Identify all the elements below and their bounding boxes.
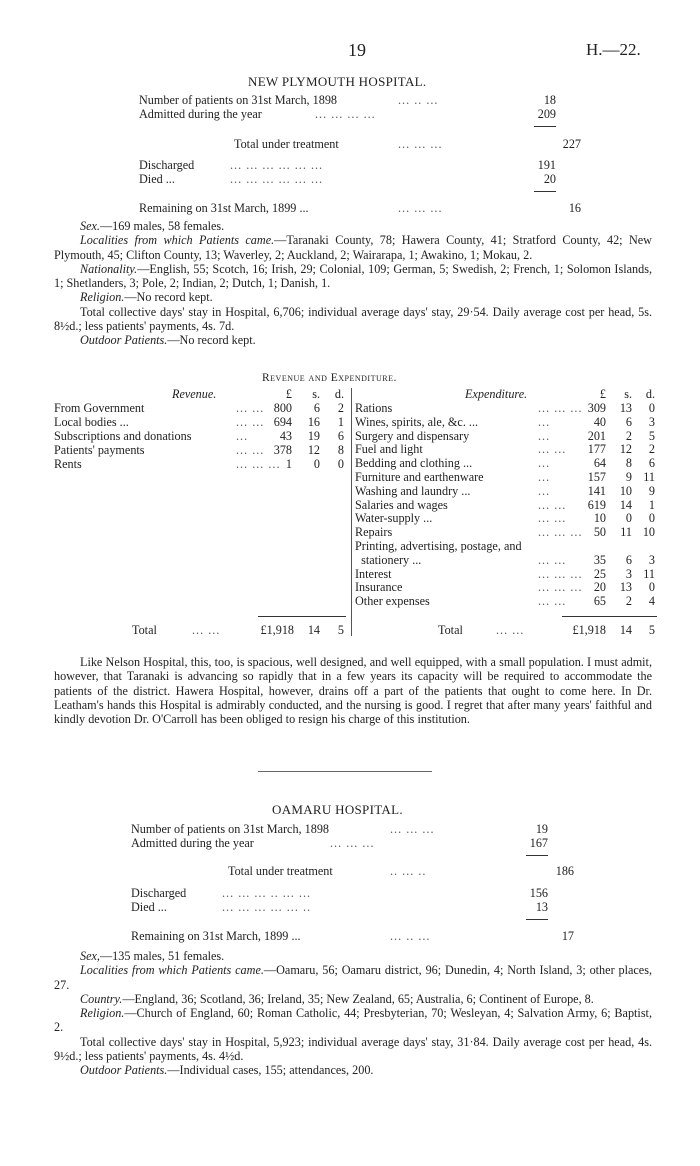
oa-discharged-label: Discharged [131,886,187,900]
revenue-row-pence: 1 [337,415,344,429]
expenditure-row-dots: ... ... ... [538,525,583,540]
expenditure-row-dots: ... [538,414,551,429]
revenue-row-shillings: 12 [307,443,320,457]
oa-stat-dots: ... ... ... [390,822,435,836]
np-outdoor-label: Outdoor Patients. [80,333,168,348]
revenue-total-label: Total [132,623,157,637]
np-stat-label: Admitted during the year [139,107,262,121]
expenditure-row-pence: 0 [648,401,655,415]
revenue-row-label: Subscriptions and donations [54,429,192,443]
revenue-row-pence: 2 [337,401,344,415]
np-commentary [54,655,652,726]
new-plymouth-title: NEW PLYMOUTH HOSPITAL. [248,74,427,89]
np-nationality-label: Nationality. [80,261,138,276]
oa-discharged-value: 156 [529,886,548,900]
expenditure-row-shillings: 6 [625,414,632,429]
rev-col-pound: £ [285,387,292,401]
oa-died-value: 13 [535,900,548,914]
revenue-row-pounds: 378 [273,443,292,457]
np-stay-text: Total collective days' stay in Hospital, 6,706; individual average days' stay, 29·54. Daily average cost per head, 5s. 8½d.; less patients' payments, 4s. 7d. [54,304,652,333]
np-stat-value: 18 [543,93,556,107]
expenditure-row-pence: 2 [648,442,655,457]
oa-stat-dots: ... ... ... [330,836,375,850]
expenditure-row-dots: ... ... [538,511,567,526]
revenue-row-pence: 6 [337,429,344,443]
oa-died-dots: ... ... ... ... ... .. [222,900,312,914]
oa-remaining-label: Remaining on 31st March, 1899 ... [131,929,301,943]
exp-col-d: d. [645,387,655,401]
expenditure-row-label: Repairs [355,525,393,540]
oa-sex-text: —135 males, 51 females. [99,949,225,963]
rule [526,919,548,920]
np-stat-row [139,93,337,107]
oa-country-text: —England, 36; Scotland, 36; Ireland, 35; New Zealand, 65; Australia, 6; Continent of Europe, 8. [122,991,594,1006]
expenditure-row-pence: 11 [643,566,655,581]
expenditure-row-shillings: 13 [619,580,632,595]
expenditure-row-shillings: 14 [619,497,632,512]
np-details [54,219,652,347]
oa-localities-label: Localities from which Patients came. [80,963,264,978]
document-reference: H.—22. [586,40,641,59]
revenue-row-label: Patients' payments [54,443,145,457]
expenditure-row-label: Other expenses [355,594,430,609]
np-stat-dots: ... .. ... [398,93,439,107]
revenue-total-s: 14 [307,623,320,637]
np-localities-label: Localities from which Patients came. [80,233,275,248]
revenue-row-dots: ... ... [236,443,265,457]
np-localities-text: —Taranaki County, 78; Hawera County, 41; Stratford County, 42; New Plymouth, 45; Clifton County, 13; Waverley, 2; Auckland, 2; Wairarapa, 1; Awakino, 1; Mokau, 2. [54,233,652,262]
expenditure-row-shillings: 9 [625,470,632,484]
expenditure-row-pounds: 157 [587,470,606,484]
revenue-row-dots: ... ... ... [236,457,281,471]
expenditure-row-shillings: 2 [625,594,632,609]
exp-col-pound: £ [599,387,606,401]
expenditure-row-shillings: 11 [620,525,632,540]
expenditure-row-dots: ... ... [538,497,567,512]
revenue-total-d: 5 [337,623,344,637]
expenditure-row-shillings: 8 [625,456,632,471]
revenue-row-pounds: 1 [285,457,292,471]
expenditure-row-pence: 3 [648,414,655,429]
np-died-dots: ... ... ... ... ... ... [230,172,324,186]
section-divider [258,771,432,772]
expenditure-row-label: Water-supply ... [355,511,433,526]
oa-country-label: Country. [80,991,123,1006]
revenue-row-label: Rents [54,457,82,471]
expenditure-row-label: Washing and laundry ... [355,483,471,498]
oa-religion-label: Religion. [80,1006,125,1021]
revenue-row-pounds: 43 [279,429,292,443]
expenditure-row-pounds: 50 [593,525,606,540]
expenditure-row-pounds: 10 [593,511,606,526]
np-stat-row [139,107,262,121]
revenue-total-dots: ... ... [192,623,221,637]
column-divider [351,388,352,636]
oa-died-label: Died ... [131,900,167,914]
revenue-row-dots: ... ... [236,415,265,429]
oa-stay-text: Total collective days' stay in Hospital, 5,923; individual average days' stay, 31·84. Daily average cost per head, 4s. 9½d.; less patients' payments, 4s. 4½d. [54,1034,652,1063]
np-remaining-dots: ... ... ... [398,201,443,215]
expenditure-row-dots: ... ... [538,442,567,457]
oa-details [54,949,652,1077]
oa-stat-label: Number of patients on 31st March, 1898 [131,822,330,836]
np-discharged-dots: ... ... ... ... ... ... [230,158,324,172]
expenditure-row-shillings: 0 [625,511,632,526]
expenditure-row-dots: ... [538,483,551,498]
revenue-row-pounds: 694 [273,415,292,429]
expenditure-row-dots: ... ... ... [538,401,583,415]
expenditure-row-dots: ... ... [538,552,567,567]
np-religion-label: Religion. [80,290,125,305]
revenue-row-shillings: 6 [313,401,320,415]
rule [562,616,657,617]
np-stat-dots: ... ... ... ... [315,107,376,121]
expenditure-row-dots: ... [538,428,551,443]
expenditure-row-pounds: 141 [587,483,606,498]
revenue-row-label: From Government [54,401,145,415]
revenue-row-dots: ... ... [236,401,265,415]
expenditure-row-shillings: 10 [619,483,632,498]
expenditure-total-d: 5 [648,623,655,637]
expenditure-row-dots: ... [538,456,551,471]
np-commentary-text: Like Nelson Hospital, this, too, is spacious, well designed, and well equipped, with a small population. I must admit, however, that Taranaki is advancing so rapidly that in a few years its capacity will be required to accommodate the patients of the district. Hawera Hospital, however, drains off a part of the patients that ought to come here. In Dr. Leatham's hands this Hospital is admirably conducted, and the nursing is good. I regret that after many years' faithful and kindly devotion Dr. O'Carroll has been obliged to resign his charge of this institution. [54,655,652,727]
np-nationality-text: —English, 55; Scotch, 16; Irish, 29; Colonial, 109; German, 5; Swedish, 2; French, 1; Solomon Islands, 1; Shetlanders, 3; Pole, 2; Indian, 2; Dutch, 1; Danish, 1. [54,261,652,291]
expenditure-row-pence: 9 [648,483,655,498]
expenditure-row-shillings: 12 [619,442,632,457]
np-stat-label: Number of patients on 31st March, 1898 [139,93,338,107]
np-outdoor-text: —No record kept. [167,333,256,348]
np-died-label: Died ... [139,172,175,186]
expenditure-row-dots: ... ... [538,594,567,609]
np-stat-value: 209 [537,107,556,121]
rev-col-s: s. [312,387,320,401]
expenditure-row-pounds: 619 [587,497,606,512]
oa-stat-label: Admitted during the year [131,836,254,850]
expenditure-row-pounds: 64 [593,456,606,471]
expenditure-total-label: Total [438,623,463,637]
revenue-row-pounds: 800 [273,401,292,415]
expenditure-row-label: Salaries and wages [355,497,448,512]
exp-col-s: s. [624,387,632,401]
expenditure-row-label: Interest [355,566,392,581]
expenditure-row-shillings: 3 [625,566,632,581]
np-total-value: 227 [562,137,581,151]
oa-total-dots: .. ... .. [390,864,427,878]
np-total-dots: ... ... ... [398,137,443,151]
oa-total-value: 186 [555,864,574,878]
expenditure-row-label: Bedding and clothing ... [355,456,473,471]
rule [258,616,346,617]
expenditure-row-pence: 1 [648,497,655,512]
expenditure-row-label: Furniture and earthenware [355,470,484,484]
accounts-title: Revenue and Expenditure. [262,372,397,384]
oa-remaining-dots: ... .. ... [390,929,431,943]
revenue-row-dots: ... [236,429,249,443]
np-religion-text: —No record kept. [124,290,213,305]
revenue-row-label: Local bodies ... [54,415,129,429]
np-remaining-value: 16 [568,201,581,215]
rev-col-d: d. [334,387,344,401]
revenue-row-pence: 8 [337,443,344,457]
expenditure-row-pence: 0 [648,511,655,526]
oa-stat-value: 167 [529,836,548,850]
expenditure-row-label: Printing, advertising, postage, and [355,539,522,553]
page-number: 19 [348,40,366,60]
expenditure-row-pounds: 201 [587,428,606,443]
expenditure-total-dots: ... ... [496,623,525,637]
expenditure-row-label: stationery ... [355,552,422,567]
expenditure-row-dots: ... [538,470,551,484]
expenditure-row-pence: 11 [643,470,655,484]
expenditure-row-pence: 4 [648,594,655,609]
rule [526,855,548,856]
revenue-heading: Revenue. [172,387,217,401]
expenditure-row-dots: ... ... ... [538,580,583,595]
np-discharged-value: 191 [537,158,556,172]
expenditure-row-pence: 0 [648,580,655,595]
expenditure-row-shillings: 13 [619,401,632,415]
expenditure-row-pence: 3 [648,552,655,567]
expenditure-row-pence: 10 [642,525,655,540]
expenditure-row-dots: ... ... ... [538,566,583,581]
oa-religion-text: —Church of England, 60; Roman Catholic, 44; Presbyterian, 70; Wesleyan, 4; Salvation Army, 6; Baptist, 2. [54,1006,652,1035]
expenditure-row-pence: 5 [648,428,655,443]
rule [534,126,556,127]
expenditure-row-pounds: 35 [593,552,606,567]
oa-sex-label: Sex, [80,949,100,963]
oamaru-title: OAMARU HOSPITAL. [272,802,403,817]
expenditure-row-label: Rations [355,401,393,415]
np-total-label: Total under treatment [234,137,339,151]
expenditure-row-pounds: 65 [593,594,606,609]
np-remaining-label: Remaining on 31st March, 1899 ... [139,201,309,215]
revenue-row-shillings: 0 [313,457,320,471]
expenditure-total-pounds: £1,918 [572,623,606,637]
expenditure-row-pounds: 177 [587,442,606,457]
np-discharged-label: Discharged [139,158,195,172]
expenditure-row-shillings: 2 [625,428,632,443]
expenditure-row-label: Wines, spirits, ale, &c. ... [355,414,479,429]
revenue-row-shillings: 19 [307,429,320,443]
revenue-row-shillings: 16 [307,415,320,429]
oa-outdoor-label: Outdoor Patients. [80,1063,168,1078]
expenditure-row-shillings: 6 [625,552,632,567]
oa-total-label: Total under treatment [228,864,333,878]
oa-discharged-dots: ... ... ... .. ... ... [222,886,312,900]
expenditure-row-label: Surgery and dispensary [355,428,470,443]
expenditure-row-label: Insurance [355,580,403,595]
np-sex-label: Sex. [80,219,100,233]
oa-stat-value: 19 [535,822,548,836]
revenue-total-pounds: £1,918 [260,623,294,637]
expenditure-row-pence: 6 [648,456,655,471]
expenditure-row-pounds: 309 [587,401,606,415]
revenue-row-pence: 0 [337,457,344,471]
expenditure-total-s: 14 [619,623,632,637]
np-died-value: 20 [543,172,556,186]
expenditure-row-label: Fuel and light [355,442,423,457]
expenditure-heading: Expenditure. [465,387,528,401]
oa-outdoor-text: —Individual cases, 155; attendances, 200. [167,1063,374,1078]
oa-remaining-value: 17 [561,929,574,943]
expenditure-row-pounds: 20 [593,580,606,595]
oa-localities-text: —Oamaru, 56; Oamaru district, 96; Dunedin, 4; North Island, 3; other places, 27. [54,963,652,992]
expenditure-row-pounds: 40 [593,414,606,429]
expenditure-row-pounds: 25 [593,566,606,581]
rule [534,191,556,192]
np-sex-text: —169 males, 58 females. [99,219,225,233]
